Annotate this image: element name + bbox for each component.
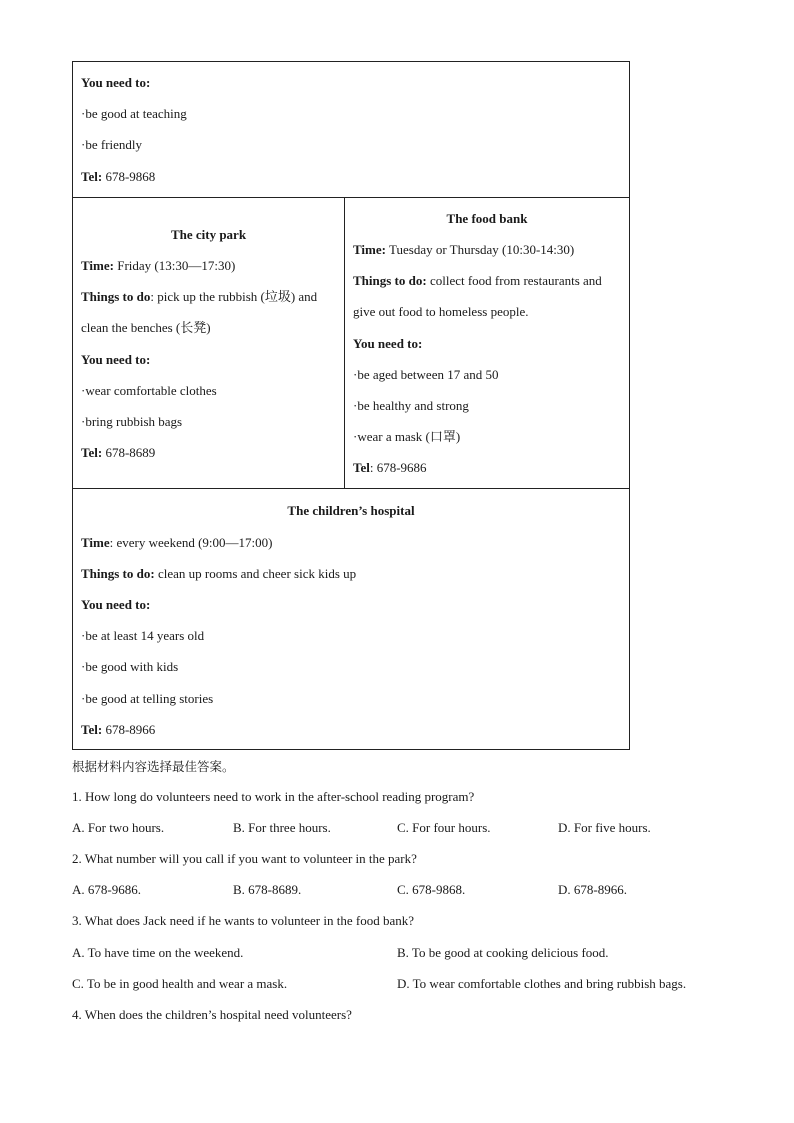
things-line <box>81 558 621 589</box>
things-line <box>81 281 336 312</box>
things-value: collect food from restaurants and <box>429 273 602 289</box>
option-2c: C. 678-9868. <box>397 882 466 897</box>
time-label: Time: <box>81 257 114 273</box>
time-value: Tuesday or Thursday (10:30-14:30) <box>389 241 575 257</box>
city-park-title: The city park <box>170 226 247 242</box>
option-2b: B. 678-8689. <box>233 882 302 897</box>
things-value: clean up rooms and cheer sick kids up <box>157 565 357 581</box>
tel-number: 678-8689 <box>105 445 156 461</box>
need-label: You need to: <box>81 597 151 612</box>
option-3b: B. To be good at cooking delicious food. <box>397 945 609 960</box>
option-2a: A. 678-9686. <box>72 882 141 897</box>
option-3a: A. To have time on the weekend. <box>72 945 244 960</box>
things-line-2: clean the benches (长凳) <box>81 320 211 336</box>
tel-number: 678-8966 <box>105 721 156 737</box>
need-label: You need to: <box>81 75 151 90</box>
program-cell <box>73 62 629 197</box>
need-item: · wear a mask (口罩) <box>353 421 621 452</box>
need-item: · be good at telling stories <box>81 683 621 714</box>
time-value: Friday (13:30—17:30) <box>117 257 236 273</box>
instruction-text: 根据材料内容选择最佳答案。 <box>72 759 235 774</box>
question-1: 1. How long do volunteers need to work in the after-school reading program? <box>72 789 475 804</box>
option-1d: D. For five hours. <box>558 820 651 835</box>
food-bank-title: The food bank <box>446 210 528 226</box>
need-item: · wear comfortable clothes <box>81 375 336 406</box>
tel-label: Tel: <box>81 168 103 184</box>
hospital-cell <box>73 489 629 749</box>
city-park-cell <box>73 198 345 489</box>
question-2: 2. What number will you call if you want to volunteer in the park? <box>72 851 417 866</box>
question-4: 4. When does the children’s hospital need volunteers? <box>72 1007 352 1022</box>
need-item: · be at least 14 years old <box>81 620 621 651</box>
option-1a: A. For two hours. <box>72 820 165 835</box>
option-1b: B. For three hours. <box>233 820 331 835</box>
things-value: : pick up the rubbish (垃圾) and <box>150 289 318 305</box>
things-label: Things to do <box>81 289 151 305</box>
tel-line <box>81 161 621 192</box>
time-line <box>353 234 621 265</box>
things-label: Things to do: <box>353 273 427 289</box>
tel-label: Tel: <box>81 721 103 737</box>
need-label: You need to: <box>353 335 423 351</box>
time-line <box>81 527 621 558</box>
table-row-program <box>73 62 629 197</box>
option-1c: C. For four hours. <box>397 820 491 835</box>
tel-number: 678-9868 <box>105 168 156 184</box>
option-3d: D. To wear comfortable clothes and bring rubbish bags. <box>397 976 687 991</box>
food-bank-cell <box>345 198 629 489</box>
tel-line <box>353 452 621 483</box>
tel-label: Tel: <box>81 445 103 461</box>
option-2d: D. 678-8966. <box>558 882 627 897</box>
tel-label: Tel <box>353 460 370 476</box>
time-label: Time: <box>353 241 386 257</box>
things-line <box>353 265 621 296</box>
need-item: · be good at teaching <box>81 98 621 129</box>
volunteer-table <box>72 61 630 750</box>
need-item: · bring rubbish bags <box>81 406 336 437</box>
need-item: · be healthy and strong <box>353 390 621 421</box>
need-item: · be friendly <box>81 129 621 160</box>
tel-number: : 678-9686 <box>369 460 427 476</box>
question-3: 3. What does Jack need if he wants to volunteer in the food bank? <box>72 913 414 928</box>
things-line-2: give out food to homeless people. <box>353 304 529 320</box>
need-label: You need to: <box>81 351 151 367</box>
table-row-park-foodbank <box>73 197 629 489</box>
time-line <box>81 250 336 281</box>
need-item: · be aged between 17 and 50 <box>353 359 621 390</box>
need-item: · be good with kids <box>81 651 621 682</box>
hospital-title: The children’s hospital <box>287 503 415 519</box>
option-3c: C. To be in good health and wear a mask. <box>72 976 288 991</box>
tel-line <box>81 714 621 745</box>
time-label: Time <box>81 534 110 550</box>
time-value: : every weekend (9:00—17:00) <box>109 534 273 550</box>
tel-line <box>81 437 336 468</box>
things-label: Things to do: <box>81 565 155 581</box>
table-row-hospital <box>73 488 629 749</box>
